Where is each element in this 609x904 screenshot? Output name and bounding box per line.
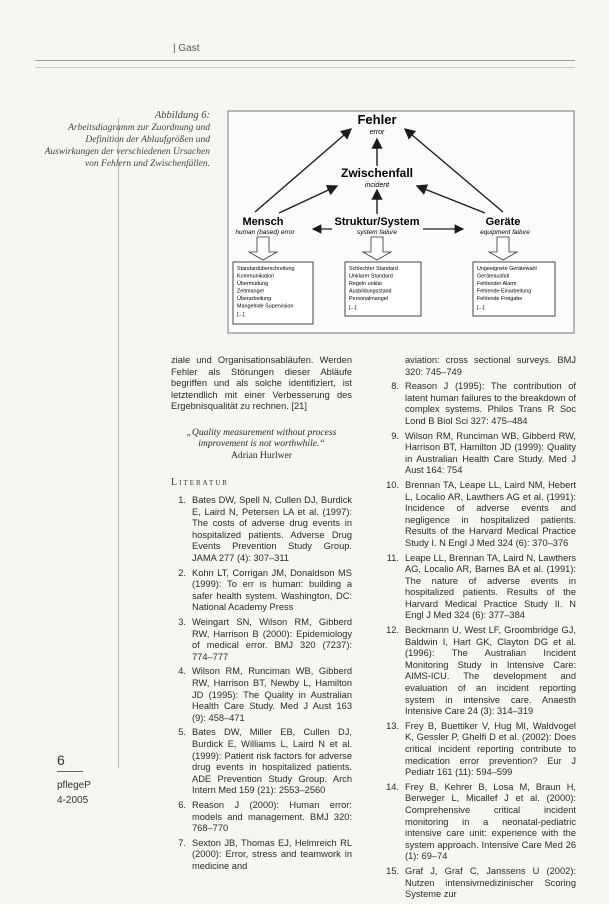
text-column-left xyxy=(171,355,352,875)
reference-item xyxy=(171,838,352,873)
figure-caption-text: Arbeitsdiagramm zur Zuordnung und Definition der Ablaufgrößen und Auswirkungen der verschiedenen Ursachen von Fehlern und Zwischenfällen. xyxy=(44,123,210,169)
cause-geraete-6: [...] xyxy=(477,305,485,311)
reference-item xyxy=(384,625,576,718)
margin-divider xyxy=(118,118,119,768)
error-diagram-svg xyxy=(227,110,577,338)
reference-item xyxy=(171,568,352,614)
reference-item xyxy=(384,381,576,427)
reference-number: 9. xyxy=(391,430,399,441)
error-diagram xyxy=(227,110,577,338)
cause-mensch-5: Überarbeitung xyxy=(237,296,272,302)
cause-mensch-4: Zeitmangel xyxy=(237,288,264,295)
reference-number: 5. xyxy=(178,727,186,738)
reference-item xyxy=(384,866,576,901)
epigraph-quote xyxy=(171,427,352,462)
node-struktur-sub: system failure xyxy=(356,229,398,236)
cause-mensch-7: [...] xyxy=(237,312,245,318)
reference-number: 8. xyxy=(391,381,399,392)
reference-text: Kohn LT, Corrigan JM, Donaldson MS (1999): To err is human: building a safer health system. Washington, DC: National Academy Press xyxy=(192,567,352,613)
reference-text: Bates DW, Spell N, Cullen DJ, Burdick E, Laird N, Petersen LA et al. (1997): The costs of adverse drug events in hospitalized patients. Adverse Drug Events Prevention Study Group. JAMA 277 (4): 307–311 xyxy=(192,495,352,564)
text-column-right xyxy=(384,355,576,904)
reference-item xyxy=(171,800,352,835)
cause-geraete-1: Ungeeignete Gerätewahl xyxy=(477,266,537,272)
header-rule xyxy=(35,60,575,61)
reference-number: 12. xyxy=(386,625,399,636)
cause-struktur-6: [...] xyxy=(349,305,357,311)
node-struktur-title: Struktur/System xyxy=(334,216,420,228)
reference-number: 1. xyxy=(178,495,186,506)
node-zwischenfall-sub: incident xyxy=(364,182,390,189)
reference-number: 3. xyxy=(178,617,186,627)
reference-text: Leape LL, Brennan TA, Laird N, Lawthers AG, Localio AR, Barnes BA et al. (1991): The nature of adverse events in hospitalized patients. Results of the Harvard Medical Practice Study II. N Engl J Med 324 (6): 377–384 xyxy=(405,552,576,621)
figure-caption-title: Abbildung 6: xyxy=(154,110,210,121)
reference-list-right xyxy=(384,355,576,901)
cause-geraete-3: Fehlender Alarm xyxy=(477,281,517,287)
page-footer xyxy=(57,752,137,806)
reference-item xyxy=(384,480,576,550)
running-header: | Gast xyxy=(173,43,200,54)
node-geraete-title: Geräte xyxy=(485,216,521,228)
reference-text: Wilson RM, Runciman WB, Gibberd RW, Harrison BT, Newby L, Hamilton JD (1995): The Quality in Australian Health Care Study. Med J Aust 163 (9): 458–471 xyxy=(192,666,352,723)
page-number: 6 xyxy=(57,752,83,772)
node-fehler-sub: error xyxy=(369,129,385,136)
reference-number: 13. xyxy=(386,720,399,731)
reference-item xyxy=(171,617,352,663)
body-paragraph: ziale und Organisationsabläufen. Werden Fehler als Störungen dieser Abläufe begriffen und als solche identifiziert, ist letztendlich mit einer Verbesserung des Ergebnisqualität zu rechnen. [21] xyxy=(171,355,352,412)
reference-number: 10. xyxy=(386,479,399,490)
reference-number: 15. xyxy=(386,865,399,876)
reference-text: Frey B, Buettiker V, Hug MI, Waldvogel K, Gessler P, Ghelfi D et al. (2002): Does critical incident reporting contribute to medication error prevention? Eur J Pediatr 161 (11): 594–599 xyxy=(405,720,576,778)
reference-text: Graf J, Graf C, Janssens U (2002): Nutzen intensivmedizinischer Scoring Systeme zur xyxy=(405,865,576,900)
journal-name: pflegeP xyxy=(57,780,91,791)
figure-caption xyxy=(40,110,210,170)
reference-text: Sexton JB, Thomas EJ, Helmreich RL (2000): Error, stress and teamwork in medicine and xyxy=(192,837,352,871)
reference-item xyxy=(384,553,576,623)
node-zwischenfall-title: Zwischenfall xyxy=(340,166,414,180)
cause-struktur-4: Ausbildungsstand xyxy=(349,288,392,295)
cause-struktur-5: Personalmangel xyxy=(349,296,388,302)
header-rule-secondary xyxy=(35,67,575,68)
cause-mensch-2: Kommunikation xyxy=(237,273,275,280)
node-mensch-title: Mensch xyxy=(242,216,284,228)
references-heading: Literatur xyxy=(171,477,229,489)
cause-mensch-6: Mangelnde Supervision xyxy=(237,303,294,310)
reference-text: Frey B, Kehrer B, Losa M, Braun H, Berweger L, Micallef J et al. (2000): Comprehensive critical incident monitoring in a neonatal-pediatric intensive care unit: experience with the system approach. Intensive Care Med 26 (1): 69–74 xyxy=(405,781,576,862)
reference-list-left xyxy=(171,495,352,872)
reference-item xyxy=(171,495,352,565)
reference-number: 7. xyxy=(178,837,186,848)
cause-mensch-3: Übermüdung xyxy=(237,281,269,287)
reference-text: aviation: cross sectional surveys. BMJ 320: 745–749 xyxy=(405,355,576,377)
cause-geraete-4: Fehlende Einarbeitung xyxy=(477,288,532,295)
reference-number: 6. xyxy=(178,799,186,810)
reference-number: 2. xyxy=(178,567,186,578)
reference-item xyxy=(384,721,576,779)
reference-number: 14. xyxy=(386,781,399,792)
reference-number: 11. xyxy=(386,552,399,563)
node-fehler-title: Fehler xyxy=(357,112,397,127)
reference-text: Beckmann U, West LF, Groombridge GJ, Baldwin I, Hart GK, Clayton DG et al. (1996): The Australian Incident Monitoring Study in Intensive Care: AIMS-ICU. The development and evaluation of an incident reporting system in intensive care. Anaesth Intensive Care 24 (3): 314–319 xyxy=(405,625,576,717)
journal-issue: 4-2005 xyxy=(57,795,89,806)
reference-text: Weingart SN, Wilson RM, Gibberd RW, Harrison B (2000): Epidemiology of medical error. BMJ 320 (7237): 774–777 xyxy=(192,617,352,662)
reference-item xyxy=(171,727,352,797)
reference-item xyxy=(384,431,576,477)
node-geraete-sub: equipment failure xyxy=(480,229,530,236)
cause-struktur-2: Unklarer Standard xyxy=(349,273,393,280)
reference-item xyxy=(384,355,576,378)
cause-struktur-1: Schlechter Standard xyxy=(349,266,398,272)
reference-text: Reason J (1995): The contribution of latent human failures to the breakdown of complex systems. Philos Trans R Soc Lond B Biol Sci 327: 475–484 xyxy=(405,381,576,426)
cause-geraete-2: Geräteausfall xyxy=(477,273,510,280)
reference-item xyxy=(384,782,576,863)
reference-item xyxy=(171,666,352,724)
cause-geraete-5: Fehlende Freigabe xyxy=(477,296,523,302)
cause-mensch-1: Standardüberschreitung xyxy=(237,266,295,272)
reference-text: Bates DW, Miller EB, Cullen DJ, Burdick E, Williams L, Laird N et al. (1999): Patient risk factors for adverse drug events in hospitalized patients. ADE Prevention Study Group. Arch Intern Med 159 (21): 2553–2560 xyxy=(192,727,352,796)
reference-text: Brennan TA, Leape LL, Laird NM, Hebert L, Localio AR, Lawthers AG et al. (1991): Incidence of adverse events and negligence in hospitalized patients. Results of the Harvard Medical Practice Study I. N Engl J Med 324 (6): 370–376 xyxy=(405,479,576,548)
quote-text: „Quality measurement without process improvement is not worthwhile.“ xyxy=(186,426,337,450)
reference-number: 4. xyxy=(178,666,186,677)
reference-text: Reason J (2000): Human error: models and management. BMJ 320: 768–770 xyxy=(192,799,352,834)
cause-struktur-3: Regeln unklar xyxy=(349,281,383,287)
quote-author: Adrian Hurlwer xyxy=(230,449,292,461)
node-mensch-sub: human (based) error xyxy=(235,229,295,236)
reference-text: Wilson RM, Runciman WB, Gibberd RW, Harrison BT, Hamilton JD (1999): Quality in Australian Health Care Study. Med J Aust 164: 754 xyxy=(405,430,576,476)
